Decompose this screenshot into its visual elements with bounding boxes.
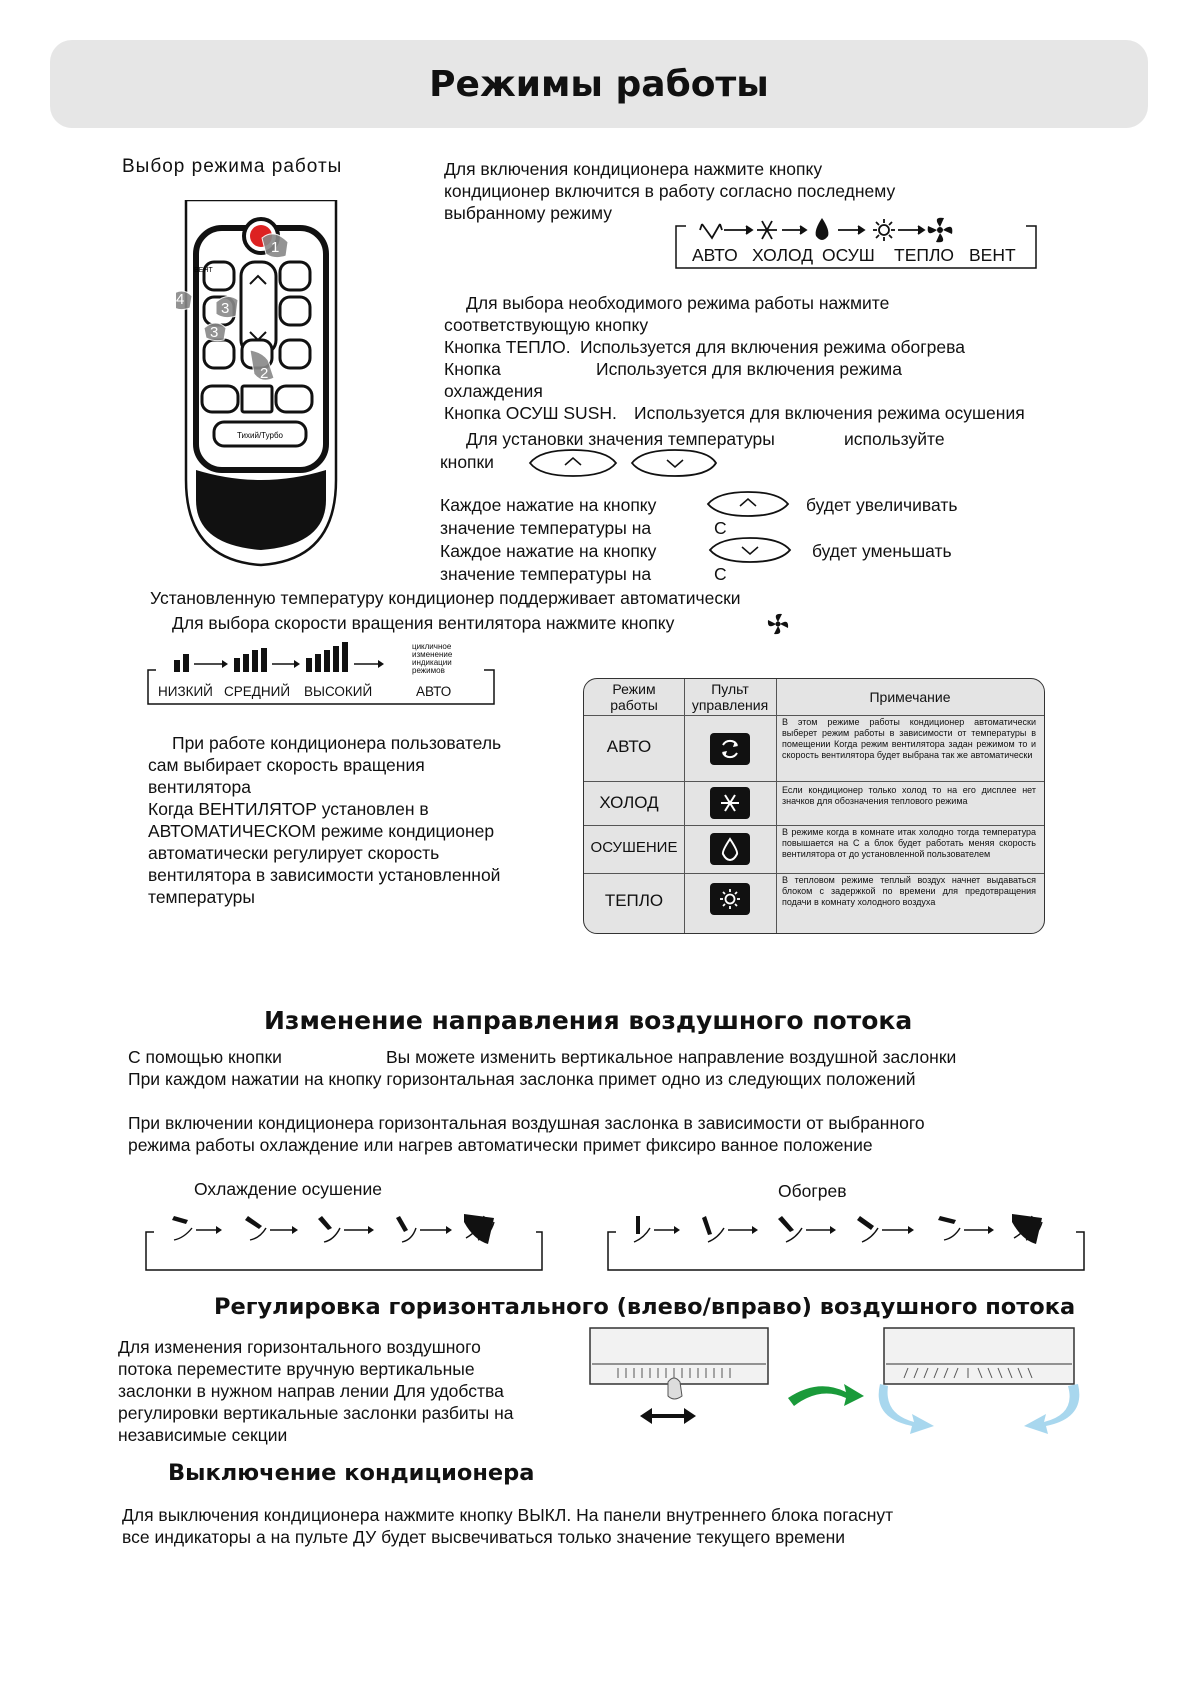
th-mode: Режим работы: [610, 681, 658, 713]
fan-speed-icon: [764, 612, 792, 636]
row-heat-mode: ТЕПЛО: [604, 891, 664, 910]
each-press-down: Каждое нажатие на кнопку: [440, 541, 657, 561]
airflow-line-4: режима работы охлаждение или нагрев автоматически примет фиксиро ванное положение: [128, 1135, 873, 1155]
row-cool-note: Если кондиционер только холод то на его дисплее нет значков для обозначения теплового режима: [782, 785, 1036, 806]
fan-text-2: сам выбирает скорость вращения: [148, 755, 425, 775]
indoor-unit-illustration: [588, 1326, 1088, 1436]
will-decrease: будет уменьшать: [812, 541, 952, 561]
temp-set-use: используйте: [844, 429, 945, 449]
fan-icon: [928, 218, 953, 243]
cooling-flap-sequence: [144, 1210, 546, 1272]
temp-value-up: значение температуры на: [440, 518, 652, 538]
fan-text-4: Когда ВЕНТИЛЯТОР установлен в: [148, 799, 429, 819]
mode-sequence-diagram: [672, 216, 1042, 272]
row-dry-note: В режиме когда в комнате итак холодно тогда температура повышается на С а блок будет работать меняя скорость вентилятора от до установленной пользователем: [782, 827, 1036, 859]
horizontal-text-3: заслонки в нужном направ лении Для удобства: [118, 1381, 504, 1401]
temp-value-down: значение температуры на: [440, 564, 652, 584]
seq-heat: ТЕПЛО: [894, 245, 955, 265]
fan-high-label: ВЫСОКИЙ: [304, 684, 373, 699]
temp-buttons-illustration: [528, 448, 718, 478]
auto-maintain-text: Установленную температуру кондиционер поддерживает автоматически: [150, 588, 741, 608]
fan-text-1: При работе кондиционера пользователь: [172, 733, 502, 753]
auto-note-1: цикличное: [412, 642, 452, 651]
airflow-direction-title: Изменение направления воздушного потока: [264, 1006, 913, 1035]
fan-speed-diagram: [146, 640, 502, 706]
airflow-line-1b: Вы можете изменить вертикальное направление воздушной заслонки: [386, 1047, 957, 1067]
row-cool-mode: ХОЛОД: [599, 793, 659, 812]
heating-label: Обогрев: [778, 1181, 847, 1201]
horizontal-airflow-title: Регулировка горизонтального (влево/вправо) воздушного потока: [214, 1294, 1076, 1320]
fan-text-3: вентилятора: [148, 777, 251, 797]
fan-text-5: АВТОМАТИЧЕСКОМ режиме кондиционер: [148, 821, 495, 841]
remote-control-illustration: [176, 200, 346, 570]
deg-c-up: С: [714, 518, 727, 538]
callout-3b: 3: [210, 324, 219, 341]
horizontal-text-2: потока переместите вручную вертикальные: [118, 1359, 475, 1379]
page-header: [50, 40, 1148, 128]
sun-table-icon: [710, 883, 750, 915]
fan-text-8: температуры: [148, 887, 255, 907]
th-note: Примечание: [869, 689, 951, 705]
callout-2: 2: [260, 365, 269, 382]
mode-select-subtitle: Выбор режима работы: [122, 156, 343, 177]
air-left-icon: [879, 1384, 934, 1434]
turn-off-title: Выключение кондиционера: [168, 1460, 535, 1486]
vent-label: ВЕНТ: [194, 267, 213, 274]
snowflake-icon: [757, 221, 777, 239]
btn-heat-label: Кнопка ТЕПЛО.: [444, 337, 571, 357]
horizontal-text-4: регулировки вертикальные заслонки разбиты на: [118, 1403, 514, 1423]
row-heat-note: В тепловом режиме теплый воздух начнет выдаваться блоком с задержкой по времени для предотвращения подачи в комнату холодного воздуха: [782, 875, 1036, 907]
droplet-icon: [816, 218, 829, 240]
intro-line-2: кондиционер включится в работу согласно последнему: [444, 181, 896, 201]
fan-text-6: автоматически регулирует скорость: [148, 843, 440, 863]
callout-4: 4: [176, 291, 185, 308]
fan-mid-label: СРЕДНИЙ: [224, 684, 291, 699]
btn-cool-desc-2: охлаждения: [444, 381, 543, 401]
airflow-line-1a: С помощью кнопки: [128, 1047, 282, 1067]
btn-cool-label: Кнопка: [444, 359, 501, 379]
fan-text-7: вентилятора в зависимости установленной: [148, 865, 501, 885]
mode-table: [583, 678, 1045, 934]
fan-auto-label: АВТО: [416, 684, 452, 699]
btn-dry-desc: Используется для включения режима осушения: [634, 403, 1025, 423]
transition-arrow-icon: [788, 1384, 864, 1406]
temp-set-buttons: кнопки: [440, 452, 494, 472]
turn-off-text-1: Для выключения кондиционера нажмите кнопку ВЫКЛ. На панели внутреннего блока погаснут: [122, 1505, 894, 1525]
temp-down-icon: [708, 536, 792, 564]
airflow-line-2: При каждом нажатии на кнопку горизонтальная заслонка примет одно из следующих положений: [128, 1069, 916, 1089]
temp-set-line: Для установки значения температуры: [466, 429, 775, 449]
cooling-label: Охлаждение осушение: [194, 1179, 382, 1199]
auto-note-3: индикации: [412, 658, 452, 667]
auto-cycle-icon: [710, 733, 750, 765]
seq-fan: ВЕНТ: [969, 245, 1016, 265]
select-line-1: Для выбора необходимого режима работы нажмите: [466, 293, 890, 313]
btn-heat-desc: Используется для включения режима обогрева: [580, 337, 965, 357]
quiet-turbo-label: Тихий/Турбо: [237, 431, 283, 440]
temp-up-icon: [706, 490, 790, 518]
fan-low-label: НИЗКИЙ: [158, 684, 213, 699]
droplet-table-icon: [710, 833, 750, 865]
temp-down-button-icon: [632, 450, 716, 476]
th-remote: Пульт управления: [691, 681, 769, 713]
btn-dry-label: Кнопка ОСУШ SUSH.: [444, 403, 617, 423]
seq-dry: ОСУШ: [822, 245, 875, 265]
horizontal-text-1: Для изменения горизонтального воздушного: [118, 1337, 481, 1357]
heating-flap-sequence: [606, 1210, 1090, 1272]
turn-off-text-2: все индикаторы а на пульте ДУ будет высвечиваться только значение текущего времени: [122, 1527, 846, 1547]
auto-note-2: изменение: [412, 650, 453, 659]
temp-up-button-icon: [530, 450, 616, 476]
intro-line-3: выбранному режиму: [444, 203, 612, 223]
auto-note-4: режимов: [412, 666, 445, 675]
sun-icon: [873, 219, 895, 241]
row-auto-note: В этом режиме работы кондиционер автоматически выберет режим работы в зависимости от температуры в помещении Когда режим вентилятора задан режимом то и скорость вентилятора будет выбрана так же автоматически: [782, 717, 1036, 760]
intro-line-1: Для включения кондиционера нажмите кнопку: [444, 159, 823, 179]
callout-3a: 3: [221, 300, 230, 317]
btn-cool-desc: Используется для включения режима: [596, 359, 902, 379]
seq-auto: АВТО: [692, 245, 738, 265]
auto-icon: [700, 224, 722, 238]
will-increase: будет увеличивать: [806, 495, 958, 515]
fan-select-text: Для выбора скорости вращения вентилятора нажмите кнопку: [172, 613, 675, 633]
airflow-line-3: При включении кондиционера горизонтальная воздушная заслонка в зависимости от выбранного: [128, 1113, 925, 1133]
page-title: Режимы работы: [429, 63, 769, 105]
callout-1: 1: [271, 239, 280, 256]
row-dry-mode: ОСУШЕНИЕ: [590, 839, 678, 856]
horizontal-text-5: независимые секции: [118, 1425, 288, 1445]
select-line-2: соответствующую кнопку: [444, 315, 649, 335]
deg-c-down: С: [714, 564, 727, 584]
row-auto-mode: АВТО: [606, 737, 652, 756]
each-press-up: Каждое нажатие на кнопку: [440, 495, 657, 515]
seq-cool: ХОЛОД: [752, 245, 814, 265]
air-right-icon: [1024, 1384, 1079, 1434]
snowflake-table-icon: [710, 787, 750, 819]
